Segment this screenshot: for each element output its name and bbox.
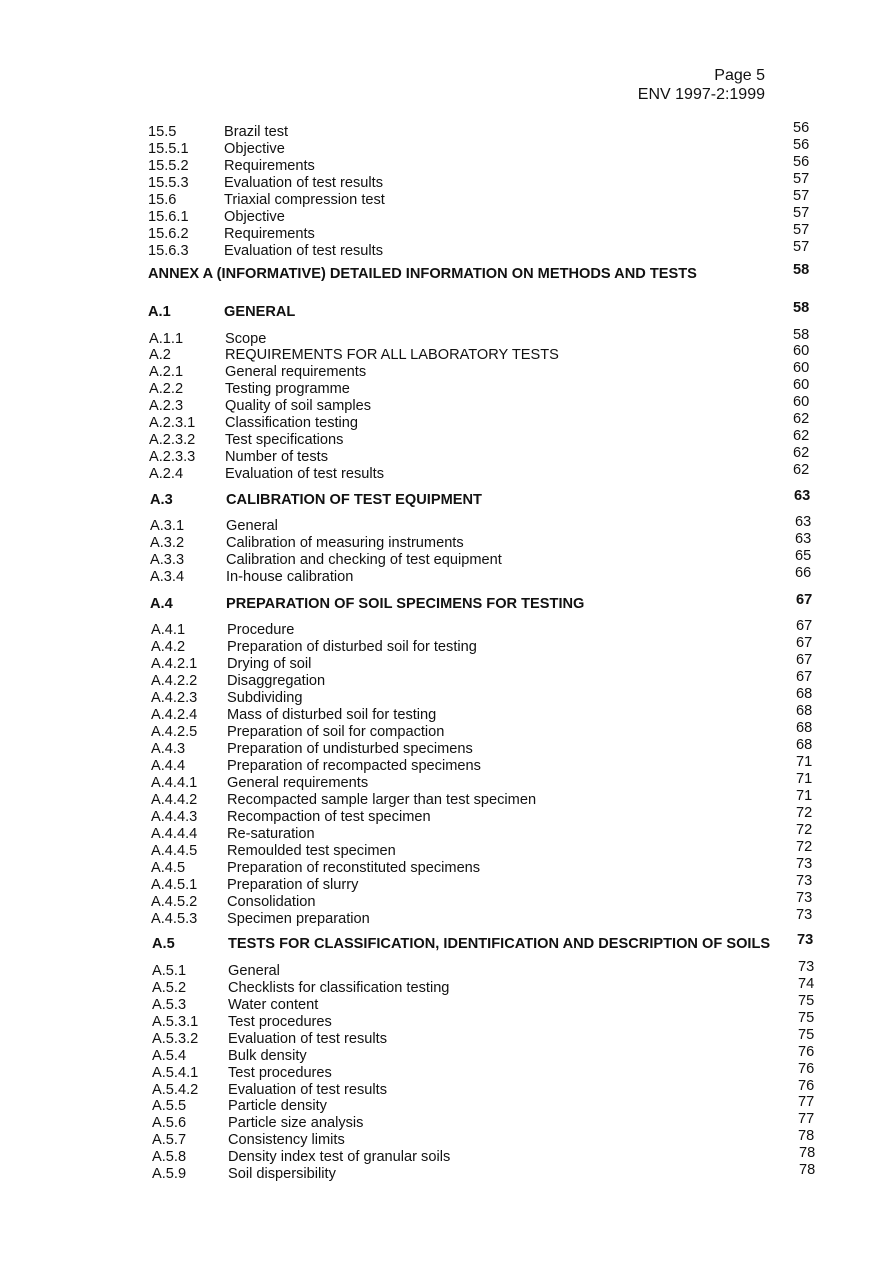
toc-entry-number: A.3 — [150, 492, 173, 508]
toc-entry-page: 73 — [796, 856, 813, 872]
toc-entry-title: Test procedures — [228, 1065, 332, 1081]
toc-entry-number: A.4.4.2 — [151, 792, 198, 808]
toc-entry-number: A.4.4.3 — [151, 809, 198, 825]
toc-entry — [149, 411, 817, 432]
toc-entry — [151, 873, 820, 894]
toc-entry — [151, 652, 820, 673]
toc-entry-page: 67 — [796, 635, 813, 651]
toc-entry — [148, 171, 817, 192]
toc-entry-page: 76 — [798, 1044, 815, 1060]
toc-entry-number: A.2.3.2 — [149, 432, 196, 448]
toc-entry-page: 73 — [796, 907, 813, 923]
toc-entry — [152, 959, 822, 980]
toc-entry-title: Requirements — [224, 158, 315, 174]
toc-entry-page: 56 — [793, 120, 810, 136]
page-number: Page 5 — [714, 67, 765, 84]
toc-entry-number: A.5.9 — [152, 1166, 187, 1182]
toc-entry-title: Preparation of slurry — [227, 877, 359, 893]
toc-entry — [149, 360, 817, 381]
toc-entry-number: 15.6.2 — [148, 226, 189, 242]
toc-entry-title: Testing programme — [225, 381, 350, 397]
toc-entry-page: 63 — [795, 531, 812, 547]
toc-entry-number: A.4.4 — [151, 758, 186, 774]
toc-entry — [152, 1010, 822, 1031]
toc-entry-title: Preparation of recompacted specimens — [227, 758, 481, 774]
toc-entry — [151, 856, 820, 877]
toc-entry — [152, 1162, 823, 1183]
toc-entry — [151, 907, 820, 928]
toc-entry-page: 62 — [793, 445, 810, 461]
toc-entry-number: A.4.5.2 — [151, 894, 198, 910]
toc-entry — [151, 703, 820, 724]
toc-entry-page: 57 — [793, 222, 810, 238]
toc-entry-title: Calibration and checking of test equipment — [226, 552, 502, 568]
toc-entry-number: A.3.1 — [150, 518, 185, 534]
toc-entry-title: In-house calibration — [226, 569, 354, 585]
toc-entry-page: 75 — [798, 1010, 815, 1026]
toc-entry-title: Re-saturation — [227, 826, 315, 842]
toc-entry-page: 62 — [793, 428, 810, 444]
toc-entry-page: 72 — [796, 805, 813, 821]
toc-entry — [151, 737, 820, 758]
toc-entry-page: 76 — [798, 1061, 815, 1077]
toc-entry-number: A.4.2.1 — [151, 656, 198, 672]
toc-entry-title: CALIBRATION OF TEST EQUIPMENT — [226, 492, 482, 508]
toc-entry-title: Drying of soil — [227, 656, 312, 672]
toc-entry-title: Mass of disturbed soil for testing — [227, 707, 437, 723]
toc-entry-page: 71 — [796, 788, 813, 804]
toc-entry-page: 57 — [793, 188, 810, 204]
toc-entry-number: A.4.5.3 — [151, 911, 198, 927]
toc-entry-number: A.4.2.2 — [151, 673, 198, 689]
toc-entry-title: Evaluation of test results — [225, 466, 384, 482]
toc-entry — [151, 720, 820, 741]
toc-entry-title: Triaxial compression test — [224, 192, 385, 208]
toc-entry-title: Scope — [225, 331, 267, 347]
toc-entry-title: Quality of soil samples — [225, 398, 371, 414]
toc-entry-title: General — [228, 963, 280, 979]
toc-entry-title: Evaluation of test results — [228, 1082, 387, 1098]
toc-section-heading — [150, 592, 820, 613]
toc-entry-title: Soil dispersibility — [228, 1166, 336, 1182]
toc-entry-number: A.5.5 — [152, 1098, 187, 1114]
toc-entry — [150, 548, 819, 569]
page-header — [638, 66, 765, 104]
toc-entry-page: 76 — [798, 1078, 815, 1094]
toc-entry-number: A.5.8 — [152, 1149, 187, 1165]
toc-entry — [151, 771, 820, 792]
toc-entry-page: 63 — [794, 488, 811, 504]
toc-entry-title: Preparation of soil for compaction — [227, 724, 445, 740]
toc-entry-page: 60 — [793, 377, 810, 393]
toc-entry-page: 57 — [793, 171, 810, 187]
toc-entry-title: Objective — [224, 209, 285, 225]
toc-entry-page: 77 — [798, 1111, 815, 1127]
toc-entry-number: A.5.4 — [152, 1048, 187, 1064]
toc-entry-title: Procedure — [227, 622, 295, 638]
toc-entry-page: 58 — [793, 327, 810, 343]
toc-entry-page: 66 — [795, 565, 812, 581]
toc-entry-number: A.4.2 — [151, 639, 186, 655]
toc-entry-title: Recompaction of test specimen — [227, 809, 431, 825]
toc-entry-page: 72 — [796, 822, 813, 838]
toc-entry-page: 68 — [796, 686, 813, 702]
toc-entry-page: 73 — [798, 959, 815, 975]
toc-entry-title: Disaggregation — [227, 673, 326, 689]
toc-entry-number: A.4.5 — [151, 860, 186, 876]
toc-entry — [149, 394, 817, 415]
toc-entry — [149, 445, 817, 466]
toc-entry-page: 68 — [796, 737, 813, 753]
toc-entry-title: Test specifications — [225, 432, 344, 448]
toc-entry-page: 78 — [799, 1162, 816, 1178]
toc-entry-number: 15.6 — [148, 192, 177, 208]
toc-entry-number: A.4.3 — [151, 741, 186, 757]
toc-entry-number: 15.5.1 — [148, 141, 189, 157]
toc-entry-number: A.2.3.1 — [149, 415, 196, 431]
toc-entry — [148, 222, 817, 243]
toc-entry-number: 15.5.2 — [148, 158, 189, 174]
toc-entry — [149, 428, 817, 449]
toc-entry-title: Remoulded test specimen — [227, 843, 396, 859]
toc-entry-number: A.4.2.4 — [151, 707, 198, 723]
toc-entry — [151, 754, 820, 775]
toc-entry — [152, 1094, 822, 1115]
toc-entry — [152, 1044, 822, 1065]
toc-entry-number: A.4.2.3 — [151, 690, 198, 706]
toc-entry-number: A.5.4.2 — [152, 1082, 199, 1098]
toc-entry-number: A.2.2 — [149, 381, 184, 397]
toc-entry — [151, 822, 820, 843]
toc-entry-number: A.4.1 — [151, 622, 186, 638]
toc-entry-title: Number of tests — [225, 449, 329, 465]
toc-entry-number: A.2.4 — [149, 466, 184, 482]
toc-entry-page: 56 — [793, 137, 810, 153]
toc-entry-title: General requirements — [227, 775, 369, 791]
toc-entry-number: A.4.4.4 — [151, 826, 198, 842]
toc-entry — [152, 1027, 822, 1048]
toc-entry — [150, 514, 819, 535]
toc-entry — [148, 205, 817, 226]
toc-entry-number: 15.5.3 — [148, 175, 189, 191]
toc-entry-title: Density index test of granular soils — [228, 1149, 451, 1165]
toc-entry-title: Evaluation of test results — [224, 243, 383, 259]
toc-entry — [152, 1061, 822, 1082]
toc-entry-number: A.4.4.1 — [151, 775, 198, 791]
toc-entry — [149, 343, 817, 364]
toc-entry-title: Evaluation of test results — [224, 175, 383, 191]
toc-entry — [152, 976, 822, 997]
toc-entry-number: A.5.2 — [152, 980, 187, 996]
toc-entry-title: GENERAL — [224, 304, 296, 320]
toc-entry-page: 78 — [799, 1145, 816, 1161]
toc-entry-number: A.3.3 — [150, 552, 185, 568]
toc-entry-page: 78 — [798, 1128, 815, 1144]
toc-entry — [148, 137, 817, 158]
toc-entry-title: Bulk density — [228, 1048, 307, 1064]
toc-entry-number: A.5.3.1 — [152, 1014, 199, 1030]
toc-entry-number: A.2.1 — [149, 364, 184, 380]
toc-entry — [149, 377, 817, 398]
toc-entry-title: Preparation of undisturbed specimens — [227, 741, 473, 757]
toc-entry-number: A.5.1 — [152, 963, 187, 979]
toc-entry-number: A.2.3 — [149, 398, 184, 414]
toc-entry-title: Objective — [224, 141, 285, 157]
toc-entry-title: Consolidation — [227, 894, 316, 910]
toc-section-heading — [148, 300, 817, 321]
toc-entry-title: Calibration of measuring instruments — [226, 535, 464, 551]
toc-entry-title: General requirements — [225, 364, 367, 380]
toc-section-heading — [152, 932, 821, 953]
toc-entry-page: 75 — [798, 1027, 815, 1043]
toc-entry-page: 62 — [793, 462, 810, 478]
toc-entry — [151, 839, 820, 860]
toc-entry-page: 73 — [797, 932, 814, 948]
toc-entry-title: Water content — [228, 997, 319, 1013]
toc-entry-page: 67 — [796, 669, 813, 685]
toc-entry-page: 75 — [798, 993, 815, 1009]
toc-entry — [150, 565, 819, 586]
toc-entry-page: 60 — [793, 343, 810, 359]
toc-entry-page: 73 — [796, 873, 813, 889]
toc-entry-page: 74 — [798, 976, 815, 992]
toc-entry — [149, 327, 817, 348]
toc-entry — [152, 1128, 822, 1149]
toc-entry-title: Specimen preparation — [227, 911, 370, 927]
toc-entry-page: 63 — [795, 514, 812, 530]
toc-entry-page: 62 — [793, 411, 810, 427]
toc-entry — [148, 188, 817, 209]
toc-entry — [152, 1111, 822, 1132]
toc-entry-number: A.5.3.2 — [152, 1031, 199, 1047]
toc-entry — [151, 686, 820, 707]
toc-entry — [150, 531, 819, 552]
toc-entry-number: 15.6.1 — [148, 209, 189, 225]
toc-entry — [152, 1078, 822, 1099]
toc-annex-heading — [148, 262, 817, 283]
toc-entry — [151, 635, 820, 656]
toc-entry-number: A.3.2 — [150, 535, 185, 551]
toc-entry — [149, 462, 817, 483]
toc-entry-page: 58 — [793, 262, 810, 278]
toc-entry — [152, 1145, 823, 1166]
toc-entry — [151, 890, 820, 911]
toc-entry-number: 15.6.3 — [148, 243, 189, 259]
toc-entry-page: 56 — [793, 154, 810, 170]
toc-entry-title: Preparation of disturbed soil for testing — [227, 639, 477, 655]
toc-entry-title: Classification testing — [225, 415, 359, 431]
toc-entry-number: A.2 — [149, 347, 171, 363]
toc-entry-page: 67 — [796, 652, 813, 668]
toc-section-heading — [150, 488, 818, 509]
toc-entry — [148, 239, 817, 260]
toc-entry-number: A.4.5.1 — [151, 877, 198, 893]
toc-entry-title: PREPARATION OF SOIL SPECIMENS FOR TESTING — [226, 596, 585, 612]
toc-entry-page: 67 — [796, 592, 813, 608]
toc-entry — [151, 788, 820, 809]
toc-entry — [148, 154, 817, 175]
toc-entry-page: 73 — [796, 890, 813, 906]
toc-entry-number: A.5 — [152, 936, 175, 952]
toc-entry-page: 77 — [798, 1094, 815, 1110]
toc-entry-title: Particle density — [228, 1098, 327, 1114]
toc-entry-number: A.1.1 — [149, 331, 184, 347]
standard-code: ENV 1997-2:1999 — [637, 86, 765, 103]
toc-entry-page: 57 — [793, 205, 810, 221]
toc-entry-number: A.5.7 — [152, 1132, 187, 1148]
toc-entry — [151, 805, 820, 826]
toc-entry — [151, 669, 820, 690]
toc-entry-page: 65 — [795, 548, 812, 564]
toc-entry-number: 15.5 — [148, 124, 177, 140]
toc-entry-title: TESTS FOR CLASSIFICATION, IDENTIFICATION AND DESCRIPTION OF SOILS — [228, 936, 771, 952]
toc-entry-title: Test procedures — [228, 1014, 332, 1030]
toc-entry-number: A.2.3.3 — [149, 449, 196, 465]
toc-entry-title: Brazil test — [224, 124, 289, 140]
toc-entry-title: General — [226, 518, 278, 534]
toc-entry-title: Evaluation of test results — [228, 1031, 387, 1047]
toc-entry-title: Particle size analysis — [228, 1115, 364, 1131]
toc-entry-title: REQUIREMENTS FOR ALL LABORATORY TESTS — [225, 347, 559, 363]
toc-entry-number: A.1 — [148, 304, 171, 320]
toc-entry-title: Subdividing — [227, 690, 303, 706]
toc-entry-page: 72 — [796, 839, 813, 855]
toc-entry-title: Requirements — [224, 226, 315, 242]
toc-entry-number: A.3.4 — [150, 569, 185, 585]
toc-entry-number: A.5.4.1 — [152, 1065, 199, 1081]
toc-entry — [148, 120, 817, 141]
toc-entry — [151, 618, 820, 639]
toc-entry-title: Consistency limits — [228, 1132, 345, 1148]
toc-entry-number: A.5.3 — [152, 997, 187, 1013]
toc-entry-number: A.4.2.5 — [151, 724, 198, 740]
toc-entry-number: A.5.6 — [152, 1115, 187, 1131]
toc-entry-page: 57 — [793, 239, 810, 255]
toc-entry — [152, 993, 822, 1014]
toc-entry-page: 71 — [796, 771, 813, 787]
toc-entry-number: A.4.4.5 — [151, 843, 198, 859]
toc-entry-page: 71 — [796, 754, 813, 770]
toc-entry-page: 68 — [796, 703, 813, 719]
toc-entry-title: Recompacted sample larger than test specimen — [227, 792, 537, 808]
toc-entry-page: 58 — [793, 300, 810, 316]
toc-entry-title: ANNEX A (INFORMATIVE) DETAILED INFORMATION ON METHODS AND TESTS — [148, 266, 697, 282]
toc-entry-number: A.4 — [150, 596, 173, 612]
toc-entry-page: 68 — [796, 720, 813, 736]
toc-entry-page: 60 — [793, 360, 810, 376]
toc-entry-title: Preparation of reconstituted specimens — [227, 860, 481, 876]
toc-entry-page: 60 — [793, 394, 810, 410]
toc-entry-page: 67 — [796, 618, 813, 634]
toc-entry-title: Checklists for classification testing — [228, 980, 450, 996]
